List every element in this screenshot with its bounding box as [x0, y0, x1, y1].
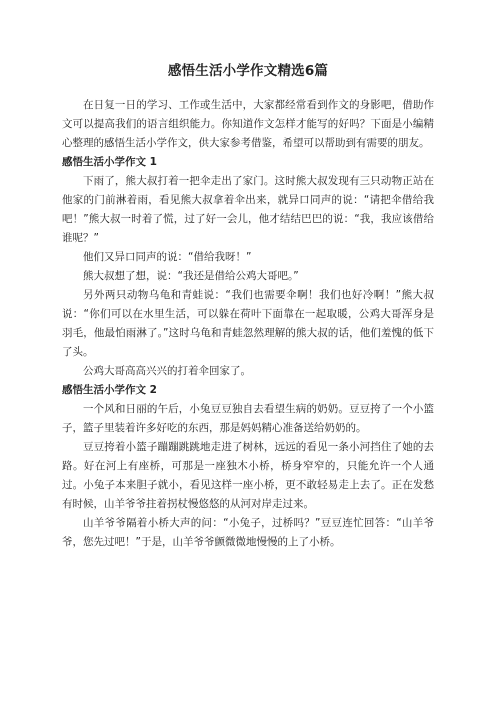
paragraph: 一个风和日丽的午后，小兔豆豆独自去看望生病的奶奶。豆豆挎了一个小篮子，篮子里装着许多好吃的东西，那是妈妈精心准备送给奶奶的。: [62, 403, 434, 434]
intro-paragraph: 在日复一日的学习、工作或生活中，大家都经常看到作文的身影吧，借助作文可以提高我们的语言组织能力。你知道作文怎样才能写的好吗？下面是小编精心整理的感悟生活小学作文，供大家参考借鉴，希望可以帮助到有需要的朋友。: [62, 99, 434, 149]
section-2: [62, 381, 434, 552]
page-title: 感悟生活小学作文精选6篇: [167, 63, 329, 79]
paragraph: 他们又异口同声的说：“借给我呀！”: [83, 251, 252, 263]
paragraph: 另外两只动物乌龟和青蛙说：“我们也需要伞啊！我们也好冷啊！”熊大叔说：“你们可以在水里生活，可以躲在荷叶下面靠在一起取暖，公鸡大哥浑身是羽毛，他最怕雨淋了。”这时乌龟和青蛙忽然理解的熊大叔的话，他们羞愧的低下了头。: [62, 289, 434, 358]
paragraph: 公鸡大哥高高兴兴的打着伞回家了。: [83, 365, 251, 377]
paragraph: 熊大叔想了想，说：“我还是借给公鸡大哥吧。”: [83, 270, 299, 282]
paragraph: 山羊爷爷隔着小桥大声的问：“小兔子，过桥吗？”豆豆连忙回答：“山羊爷爷，您先过吧！”于是，山羊爷爷颤微微地慢慢的上了小桥。: [62, 517, 434, 548]
section-heading: 感悟生活小学作文 2: [62, 384, 157, 396]
section-heading: 感悟生活小学作文 1: [62, 156, 157, 168]
paragraph: 豆豆挎着小篮子蹦蹦跳跳地走进了树林，远远的看见一条小河挡住了她的去路。好在河上有座桥，可那是一座独木小桥，桥身窄窄的，只能允许一个人通过。小兔子本来胆子就小，看见这样一座小桥，更不敢轻易走上去了。正在发愁有时候，山羊爷爷拄着拐杖慢悠悠的从河对岸走过来。: [62, 441, 434, 510]
paragraph: 下雨了，熊大叔打着一把伞走出了家门。这时熊大叔发现有三只动物正站在他家的门前淋着雨，看见熊大叔拿着伞出来，就异口同声的说：“请把伞借给我吧！”熊大叔一时着了慌，过了好一会儿，他才结结巴巴的说：“我，我应该借给谁呢？”: [62, 175, 434, 244]
section-1: [62, 153, 434, 381]
